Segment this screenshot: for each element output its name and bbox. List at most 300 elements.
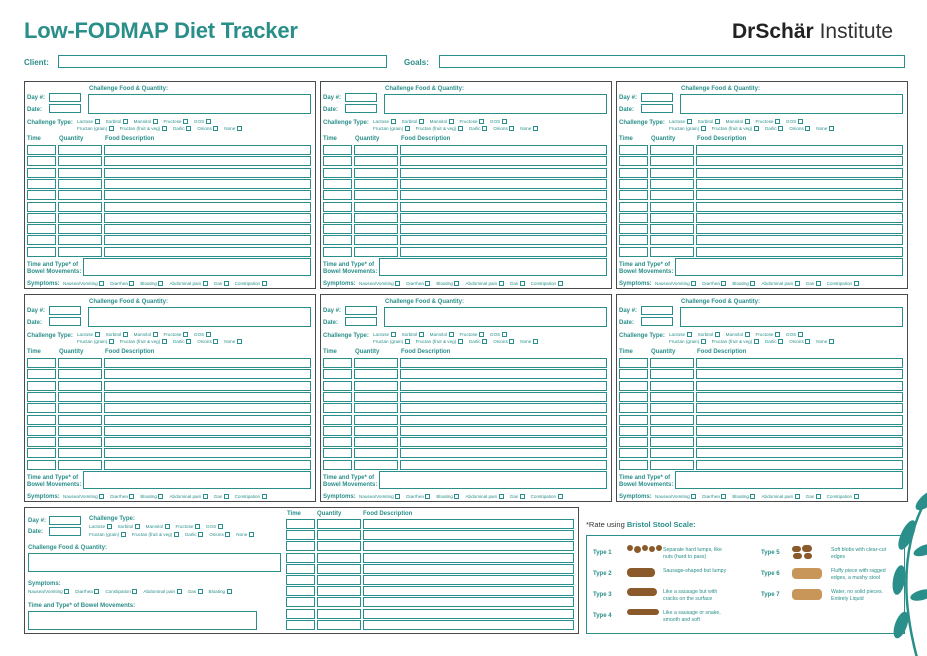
quantity-cell[interactable] [650, 358, 694, 368]
checkbox[interactable] [816, 281, 821, 286]
time-cell[interactable] [286, 541, 315, 551]
quantity-cell[interactable] [58, 369, 102, 379]
time-cell[interactable] [27, 156, 56, 166]
date-input[interactable] [345, 104, 377, 113]
checkbox[interactable] [687, 332, 692, 337]
checkbox[interactable] [224, 494, 229, 499]
time-cell[interactable] [619, 369, 648, 379]
quantity-cell[interactable] [354, 202, 398, 212]
checkbox[interactable] [701, 339, 706, 344]
food-description-cell[interactable] [696, 392, 903, 402]
food-description-cell[interactable] [696, 145, 903, 155]
checkbox[interactable] [449, 332, 454, 337]
checkbox[interactable] [405, 339, 410, 344]
quantity-cell[interactable] [650, 224, 694, 234]
time-cell[interactable] [323, 392, 352, 402]
food-description-cell[interactable] [104, 247, 311, 257]
time-cell[interactable] [27, 358, 56, 368]
checkbox[interactable] [775, 332, 780, 337]
checkbox[interactable] [405, 126, 410, 131]
checkbox[interactable] [177, 589, 182, 594]
time-cell[interactable] [27, 213, 56, 223]
day-input[interactable] [641, 93, 673, 102]
quantity-cell[interactable] [650, 392, 694, 402]
time-cell[interactable] [323, 415, 352, 425]
time-cell[interactable] [286, 519, 315, 529]
checkbox[interactable] [227, 589, 232, 594]
checkbox[interactable] [509, 126, 514, 131]
quantity-cell[interactable] [58, 224, 102, 234]
food-description-cell[interactable] [400, 168, 607, 178]
time-cell[interactable] [27, 168, 56, 178]
bowel-movements-input[interactable] [675, 471, 903, 489]
summary-bowel-input[interactable] [28, 611, 257, 630]
time-cell[interactable] [323, 145, 352, 155]
checkbox[interactable] [458, 339, 463, 344]
client-input[interactable] [58, 55, 387, 68]
time-cell[interactable] [619, 426, 648, 436]
food-description-cell[interactable] [104, 437, 311, 447]
checkbox[interactable] [509, 339, 514, 344]
quantity-cell[interactable] [650, 381, 694, 391]
checkbox[interactable] [198, 532, 203, 537]
food-description-cell[interactable] [104, 448, 311, 458]
checkbox[interactable] [775, 119, 780, 124]
quantity-cell[interactable] [354, 190, 398, 200]
food-description-cell[interactable] [104, 381, 311, 391]
food-description-cell[interactable] [696, 448, 903, 458]
checkbox[interactable] [754, 126, 759, 131]
quantity-cell[interactable] [354, 460, 398, 470]
quantity-cell[interactable] [317, 586, 361, 596]
checkbox[interactable] [95, 119, 100, 124]
quantity-cell[interactable] [650, 168, 694, 178]
checkbox[interactable] [203, 281, 208, 286]
quantity-cell[interactable] [58, 235, 102, 245]
time-cell[interactable] [323, 437, 352, 447]
checkbox[interactable] [186, 126, 191, 131]
checkbox[interactable] [224, 281, 229, 286]
food-description-cell[interactable] [400, 369, 607, 379]
checkbox[interactable] [94, 589, 99, 594]
food-description-cell[interactable] [696, 168, 903, 178]
checkbox[interactable] [499, 281, 504, 286]
time-cell[interactable] [619, 224, 648, 234]
quantity-cell[interactable] [650, 437, 694, 447]
quantity-cell[interactable] [650, 369, 694, 379]
time-cell[interactable] [286, 597, 315, 607]
time-cell[interactable] [27, 415, 56, 425]
time-cell[interactable] [619, 448, 648, 458]
checkbox[interactable] [558, 494, 563, 499]
food-description-cell[interactable] [400, 358, 607, 368]
quantity-cell[interactable] [58, 437, 102, 447]
quantity-cell[interactable] [58, 213, 102, 223]
food-description-cell[interactable] [696, 358, 903, 368]
checkbox[interactable] [213, 339, 218, 344]
checkbox[interactable] [701, 126, 706, 131]
food-description-cell[interactable] [363, 553, 574, 563]
checkbox[interactable] [482, 339, 487, 344]
time-cell[interactable] [323, 381, 352, 391]
checkbox[interactable] [533, 126, 538, 131]
checkbox[interactable] [715, 119, 720, 124]
checkbox[interactable] [186, 339, 191, 344]
food-description-cell[interactable] [363, 564, 574, 574]
checkbox[interactable] [206, 332, 211, 337]
checkbox[interactable] [237, 339, 242, 344]
checkbox[interactable] [533, 339, 538, 344]
checkbox[interactable] [121, 532, 126, 537]
quantity-cell[interactable] [650, 448, 694, 458]
checkbox[interactable] [479, 332, 484, 337]
quantity-cell[interactable] [650, 235, 694, 245]
time-cell[interactable] [27, 179, 56, 189]
time-cell[interactable] [323, 247, 352, 257]
food-description-cell[interactable] [363, 586, 574, 596]
food-description-cell[interactable] [696, 235, 903, 245]
food-description-cell[interactable] [363, 530, 574, 540]
food-description-cell[interactable] [104, 145, 311, 155]
quantity-cell[interactable] [650, 156, 694, 166]
quantity-cell[interactable] [58, 460, 102, 470]
quantity-cell[interactable] [58, 190, 102, 200]
checkbox[interactable] [721, 494, 726, 499]
checkbox[interactable] [520, 281, 525, 286]
time-cell[interactable] [27, 190, 56, 200]
time-cell[interactable] [619, 415, 648, 425]
checkbox[interactable] [520, 494, 525, 499]
quantity-cell[interactable] [354, 358, 398, 368]
checkbox[interactable] [419, 332, 424, 337]
food-description-cell[interactable] [104, 156, 311, 166]
food-description-cell[interactable] [104, 415, 311, 425]
checkbox[interactable] [162, 339, 167, 344]
challenge-food-input[interactable] [680, 307, 903, 327]
checkbox[interactable] [454, 281, 459, 286]
time-cell[interactable] [323, 224, 352, 234]
quantity-cell[interactable] [354, 426, 398, 436]
date-input[interactable] [345, 317, 377, 326]
checkbox[interactable] [206, 119, 211, 124]
food-description-cell[interactable] [400, 392, 607, 402]
quantity-cell[interactable] [317, 553, 361, 563]
food-description-cell[interactable] [104, 403, 311, 413]
food-description-cell[interactable] [696, 426, 903, 436]
checkbox[interactable] [64, 589, 69, 594]
quantity-cell[interactable] [354, 235, 398, 245]
quantity-cell[interactable] [354, 403, 398, 413]
checkbox[interactable] [854, 494, 859, 499]
quantity-cell[interactable] [650, 415, 694, 425]
time-cell[interactable] [27, 235, 56, 245]
quantity-cell[interactable] [58, 392, 102, 402]
quantity-cell[interactable] [354, 247, 398, 257]
checkbox[interactable] [183, 119, 188, 124]
food-description-cell[interactable] [696, 179, 903, 189]
checkbox[interactable] [750, 494, 755, 499]
time-cell[interactable] [27, 448, 56, 458]
quantity-cell[interactable] [58, 247, 102, 257]
food-description-cell[interactable] [696, 156, 903, 166]
food-description-cell[interactable] [400, 190, 607, 200]
time-cell[interactable] [619, 460, 648, 470]
summary-date-input[interactable] [49, 527, 81, 536]
food-description-cell[interactable] [696, 224, 903, 234]
quantity-cell[interactable] [354, 168, 398, 178]
bowel-movements-input[interactable] [83, 258, 311, 276]
time-cell[interactable] [619, 156, 648, 166]
time-cell[interactable] [286, 530, 315, 540]
time-cell[interactable] [619, 358, 648, 368]
quantity-cell[interactable] [317, 597, 361, 607]
checkbox[interactable] [795, 494, 800, 499]
time-cell[interactable] [286, 620, 315, 630]
time-cell[interactable] [323, 448, 352, 458]
food-description-cell[interactable] [363, 597, 574, 607]
time-cell[interactable] [27, 460, 56, 470]
quantity-cell[interactable] [58, 168, 102, 178]
time-cell[interactable] [619, 235, 648, 245]
checkbox[interactable] [123, 119, 128, 124]
checkbox[interactable] [109, 126, 114, 131]
time-cell[interactable] [619, 437, 648, 447]
checkbox[interactable] [754, 339, 759, 344]
time-cell[interactable] [619, 190, 648, 200]
quantity-cell[interactable] [354, 179, 398, 189]
food-description-cell[interactable] [400, 415, 607, 425]
bowel-movements-input[interactable] [379, 471, 607, 489]
day-input[interactable] [49, 306, 81, 315]
checkbox[interactable] [778, 339, 783, 344]
checkbox[interactable] [691, 494, 696, 499]
food-description-cell[interactable] [104, 426, 311, 436]
checkbox[interactable] [798, 119, 803, 124]
checkbox[interactable] [502, 119, 507, 124]
quantity-cell[interactable] [58, 403, 102, 413]
checkbox[interactable] [395, 281, 400, 286]
date-input[interactable] [641, 317, 673, 326]
quantity-cell[interactable] [354, 392, 398, 402]
checkbox[interactable] [721, 281, 726, 286]
time-cell[interactable] [323, 179, 352, 189]
food-description-cell[interactable] [696, 403, 903, 413]
time-cell[interactable] [619, 392, 648, 402]
food-description-cell[interactable] [104, 392, 311, 402]
quantity-cell[interactable] [58, 179, 102, 189]
food-description-cell[interactable] [696, 190, 903, 200]
quantity-cell[interactable] [354, 156, 398, 166]
checkbox[interactable] [395, 494, 400, 499]
quantity-cell[interactable] [354, 448, 398, 458]
quantity-cell[interactable] [317, 575, 361, 585]
food-description-cell[interactable] [104, 179, 311, 189]
time-cell[interactable] [619, 403, 648, 413]
checkbox[interactable] [798, 332, 803, 337]
food-description-cell[interactable] [400, 437, 607, 447]
food-description-cell[interactable] [696, 202, 903, 212]
food-description-cell[interactable] [363, 541, 574, 551]
time-cell[interactable] [323, 202, 352, 212]
checkbox[interactable] [805, 339, 810, 344]
quantity-cell[interactable] [650, 145, 694, 155]
food-description-cell[interactable] [104, 224, 311, 234]
checkbox[interactable] [750, 281, 755, 286]
time-cell[interactable] [619, 168, 648, 178]
time-cell[interactable] [27, 392, 56, 402]
food-description-cell[interactable] [363, 575, 574, 585]
food-description-cell[interactable] [104, 358, 311, 368]
checkbox[interactable] [162, 126, 167, 131]
checkbox[interactable] [158, 281, 163, 286]
time-cell[interactable] [619, 145, 648, 155]
time-cell[interactable] [323, 168, 352, 178]
challenge-food-input[interactable] [384, 307, 607, 327]
checkbox[interactable] [225, 532, 230, 537]
date-input[interactable] [49, 104, 81, 113]
time-cell[interactable] [27, 145, 56, 155]
food-description-cell[interactable] [104, 460, 311, 470]
checkbox[interactable] [129, 281, 134, 286]
quantity-cell[interactable] [354, 369, 398, 379]
time-cell[interactable] [27, 247, 56, 257]
quantity-cell[interactable] [58, 381, 102, 391]
checkbox[interactable] [745, 332, 750, 337]
checkbox[interactable] [778, 126, 783, 131]
day-input[interactable] [345, 93, 377, 102]
food-description-cell[interactable] [104, 190, 311, 200]
food-description-cell[interactable] [400, 448, 607, 458]
time-cell[interactable] [286, 564, 315, 574]
checkbox[interactable] [158, 494, 163, 499]
quantity-cell[interactable] [317, 519, 361, 529]
food-description-cell[interactable] [400, 235, 607, 245]
checkbox[interactable] [262, 494, 267, 499]
food-description-cell[interactable] [696, 460, 903, 470]
time-cell[interactable] [323, 426, 352, 436]
time-cell[interactable] [619, 202, 648, 212]
quantity-cell[interactable] [650, 190, 694, 200]
checkbox[interactable] [691, 281, 696, 286]
food-description-cell[interactable] [104, 168, 311, 178]
time-cell[interactable] [286, 575, 315, 585]
food-description-cell[interactable] [400, 145, 607, 155]
checkbox[interactable] [153, 332, 158, 337]
day-input[interactable] [49, 93, 81, 102]
food-description-cell[interactable] [400, 460, 607, 470]
time-cell[interactable] [619, 179, 648, 189]
checkbox[interactable] [198, 589, 203, 594]
summary-day-input[interactable] [49, 516, 81, 525]
food-description-cell[interactable] [400, 213, 607, 223]
food-description-cell[interactable] [400, 179, 607, 189]
food-description-cell[interactable] [400, 156, 607, 166]
time-cell[interactable] [27, 369, 56, 379]
checkbox[interactable] [95, 332, 100, 337]
checkbox[interactable] [502, 332, 507, 337]
checkbox[interactable] [218, 524, 223, 529]
goals-input[interactable] [439, 55, 905, 68]
checkbox[interactable] [249, 532, 254, 537]
checkbox[interactable] [454, 494, 459, 499]
checkbox[interactable] [183, 332, 188, 337]
checkbox[interactable] [425, 281, 430, 286]
quantity-cell[interactable] [650, 426, 694, 436]
quantity-cell[interactable] [317, 620, 361, 630]
checkbox[interactable] [153, 119, 158, 124]
checkbox[interactable] [854, 281, 859, 286]
quantity-cell[interactable] [58, 156, 102, 166]
time-cell[interactable] [323, 156, 352, 166]
quantity-cell[interactable] [354, 224, 398, 234]
quantity-cell[interactable] [650, 247, 694, 257]
food-description-cell[interactable] [363, 519, 574, 529]
quantity-cell[interactable] [58, 426, 102, 436]
quantity-cell[interactable] [317, 541, 361, 551]
checkbox[interactable] [558, 281, 563, 286]
checkbox[interactable] [262, 281, 267, 286]
food-description-cell[interactable] [363, 620, 574, 630]
quantity-cell[interactable] [650, 213, 694, 223]
checkbox[interactable] [449, 119, 454, 124]
checkbox[interactable] [174, 532, 179, 537]
challenge-food-input[interactable] [88, 307, 311, 327]
food-description-cell[interactable] [696, 437, 903, 447]
quantity-cell[interactable] [354, 437, 398, 447]
checkbox[interactable] [109, 339, 114, 344]
challenge-food-input[interactable] [680, 94, 903, 114]
quantity-cell[interactable] [58, 358, 102, 368]
quantity-cell[interactable] [650, 460, 694, 470]
time-cell[interactable] [27, 437, 56, 447]
time-cell[interactable] [286, 586, 315, 596]
checkbox[interactable] [165, 524, 170, 529]
checkbox[interactable] [805, 126, 810, 131]
food-description-cell[interactable] [363, 609, 574, 619]
time-cell[interactable] [619, 381, 648, 391]
food-description-cell[interactable] [400, 247, 607, 257]
checkbox[interactable] [687, 119, 692, 124]
day-input[interactable] [641, 306, 673, 315]
checkbox[interactable] [499, 494, 504, 499]
quantity-cell[interactable] [354, 415, 398, 425]
food-description-cell[interactable] [400, 426, 607, 436]
time-cell[interactable] [286, 553, 315, 563]
quantity-cell[interactable] [354, 213, 398, 223]
time-cell[interactable] [323, 213, 352, 223]
summary-challenge-food-input[interactable] [28, 553, 281, 572]
quantity-cell[interactable] [58, 448, 102, 458]
time-cell[interactable] [323, 460, 352, 470]
food-description-cell[interactable] [104, 213, 311, 223]
bowel-movements-input[interactable] [675, 258, 903, 276]
food-description-cell[interactable] [696, 247, 903, 257]
food-description-cell[interactable] [400, 202, 607, 212]
quantity-cell[interactable] [317, 564, 361, 574]
time-cell[interactable] [286, 609, 315, 619]
date-input[interactable] [641, 104, 673, 113]
bowel-movements-input[interactable] [83, 471, 311, 489]
checkbox[interactable] [458, 126, 463, 131]
challenge-food-input[interactable] [88, 94, 311, 114]
food-description-cell[interactable] [104, 369, 311, 379]
quantity-cell[interactable] [58, 415, 102, 425]
time-cell[interactable] [27, 224, 56, 234]
checkbox[interactable] [816, 494, 821, 499]
checkbox[interactable] [482, 126, 487, 131]
quantity-cell[interactable] [354, 145, 398, 155]
checkbox[interactable] [129, 494, 134, 499]
